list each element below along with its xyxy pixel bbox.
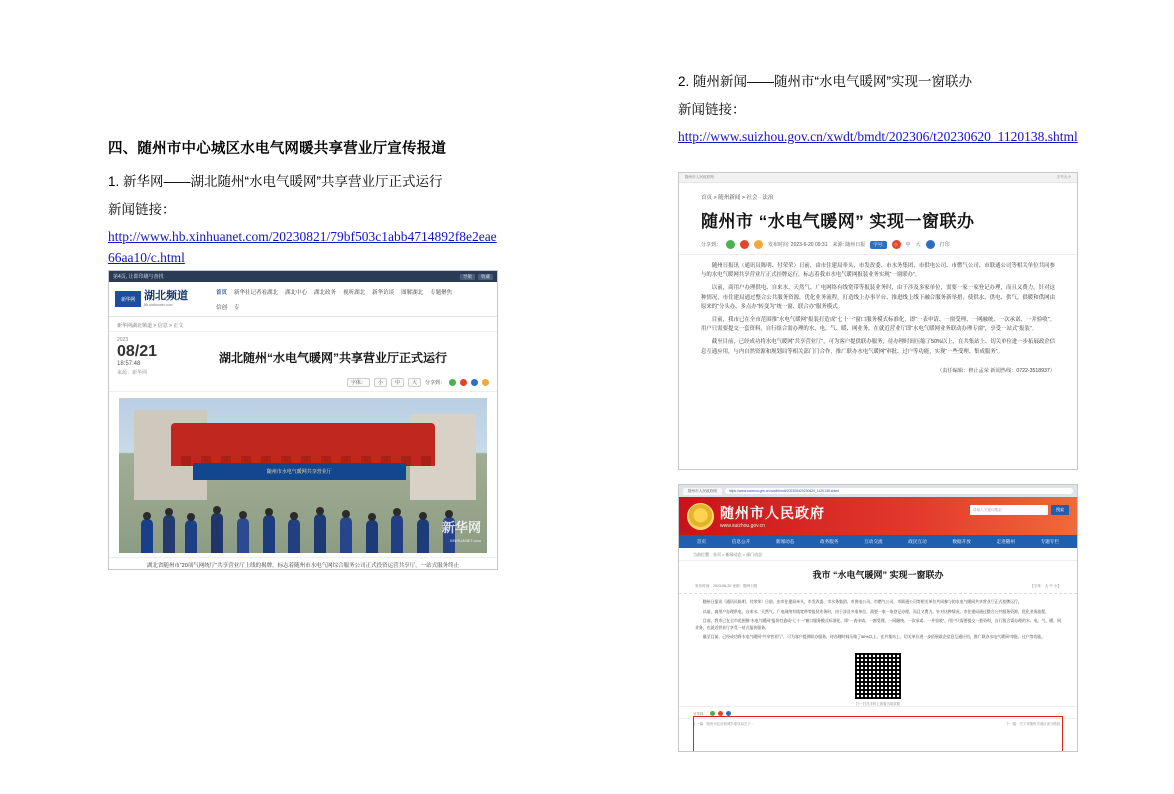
suizhou-topbar (679, 173, 1077, 183)
suizhou-paragraph-4: 截至目前，已经成功将水电气暖网“共享营业厅”，可为客户提供联办服务，待办理时间压缩了50%以上，在共集站上、切关单位进一步拓展政企信息互通应用，与内自然资源和规划局等相关部门门合作，推广联办水电气暖网“审批、过户等功能，实现“一些受理、集成服务”。 (701, 339, 1056, 355)
suizhou-source: 来源: 随州日报 (832, 242, 866, 248)
photo-red-canopy (171, 423, 436, 460)
gov-browser-tab[interactable]: 随州市人民政府网 (683, 488, 722, 495)
xinhua-nav-item-6[interactable]: 图解湖北 (401, 289, 424, 296)
gov-footer-nav (679, 718, 1077, 730)
share-weibo-icon[interactable] (460, 379, 467, 386)
gov-search-button[interactable]: 搜索 (1051, 505, 1069, 515)
xinhua-meta-date: 08/21 (117, 343, 158, 360)
xinhua-chip-fav[interactable]: 收藏 (478, 274, 493, 280)
print-icon[interactable] (926, 240, 935, 249)
gov-article-meta (679, 584, 1077, 594)
gov-breadcrumb: 当前位置：首页 > 新闻动态 > 部门动态 (679, 548, 1077, 561)
xinhua-article-toolbar (109, 376, 497, 392)
suizhou-breadcrumb: 首页 > 随州新闻 > 社会 · 法治 (701, 195, 774, 201)
suizhou-paragraph-1: 随州日报讯（通讯员陈明、付荣荣）日前，由市住建局牵头，市发改委、市水务集团、市供电公司、市燃气公司、市联通公司等相关单位共同参与的水电气暖网共享营业厅正式挂牌运行，标志着我市水电气暖网报装业务实现“一窗联办”。 (701, 263, 1055, 279)
screenshot-xinhuanet (108, 270, 498, 570)
xinhua-article-title: 湖北随州“水电气暖网”共享营业厅正式运行 (218, 351, 447, 365)
xinhua-nav-item-3[interactable]: 湖北政务 (314, 289, 337, 296)
news-item-1-link-label: 新闻链接： (108, 202, 176, 217)
suizhou-signature: （责任编辑：修止孟荣 新闻热线：0722-3518937） (937, 367, 1055, 374)
xinhua-meta-year: 2023 (117, 337, 129, 343)
gov-paragraph-4: 截至目前，已经成功将水电气暖网“共享营业厅”，可为客户提供联办服务，待办理时间压缩了50%以上，在共集站上、切关单位进一步拓展政企信息互通应用，推广联办水电气暖网“审批、过户等功能。 (702, 634, 1046, 640)
gov-paragraph-2: 以前，商用户办理供电、自来水、天然气、广电网络有线宽带等报装业务时，由于涉及多家单位，需要一家一家登记办理，而且又费力。针对这种情况，市住建局通过整合公共服务资源，优化业务流程。 (702, 608, 1050, 614)
xinhua-font-label: 字体： (347, 378, 370, 387)
share-wechat-icon[interactable] (726, 240, 735, 249)
xinhua-chip-nav[interactable]: 导航 (460, 274, 475, 280)
gov-nav-item-7[interactable]: 走进随州 (996, 538, 1015, 544)
xinhua-photo-caption: 湖北省随州市“20项气网统厅”共享营业厅上线的揭牌，标志着随州市水电气网综合服务公司正式投资运营共享厅，一站式服务终止 (109, 557, 497, 570)
gov-footer-prev[interactable]: 上一篇：随州市住房和城乡建设局关于... (693, 721, 754, 726)
right-column (678, 70, 1078, 147)
xinhua-breadcrumb: 新华网湖北频道 > 信息 > 正文 (109, 317, 497, 332)
gov-paragraph-1: 随州日报讯（通讯员陈明、付荣荣）日前，由市住建局牵头，市发改委、市水务集团、市供电公司、市燃气公司、市联通公司等相关单位共同参与的水电气暖网共享营业厅正式挂牌运行。 (702, 599, 1022, 604)
gov-site-domain: www.suizhou.gov.cn (720, 523, 765, 529)
font-size-large[interactable]: 大 (915, 242, 921, 248)
suizhou-share-label: 分享到： (701, 242, 722, 248)
xinhua-watermark-text: 新华网 (441, 520, 481, 535)
gov-share-label: 分享到： (693, 711, 707, 716)
gov-site-title: 随州市人民政府 (720, 505, 825, 521)
xinhua-article-head (109, 332, 497, 376)
xinhuanet-logo: 新华网 (115, 291, 141, 307)
gov-nav-item-2[interactable]: 新闻动态 (775, 538, 795, 544)
left-column (108, 138, 498, 268)
share-more-icon[interactable] (482, 379, 489, 386)
font-size-medium[interactable]: 中 (905, 242, 911, 248)
xinhua-nav-item-2[interactable]: 湖北中心 (285, 289, 308, 296)
share-qq-icon[interactable] (726, 711, 731, 716)
suizhou-publish-time: 发布时间: 2023-6-20 09:31 (768, 242, 828, 248)
gov-site-identity (720, 503, 825, 529)
gov-main-nav (679, 535, 1077, 548)
national-emblem-icon (687, 503, 714, 530)
xinhua-logo-block[interactable] (115, 291, 188, 308)
news-item-2-url[interactable]: http://www.suizhou.gov.cn/xwdt/bmdt/202306/t20230620_1120138.shtml (678, 129, 1078, 144)
xinhua-font-small[interactable]: 小 (374, 378, 387, 387)
gov-nav-item-5[interactable]: 政民互动 (908, 538, 927, 544)
news-item-2-title: 2. 随州新闻——随州市“水电气暖网”实现一窗联办 (678, 74, 973, 89)
section-heading: 四、随州市中心城区水电气网暖共享营业厅宣传报道 (108, 141, 447, 157)
gov-nav-item-0[interactable]: 首页 (696, 538, 707, 544)
suizhou-article-subbar (679, 238, 1077, 255)
share-weibo-icon[interactable] (718, 711, 723, 716)
gov-browser-chrome (679, 485, 1077, 497)
xinhua-meta-time: 18:57:48 (117, 361, 141, 367)
suizhou-article-body (679, 255, 1077, 357)
gov-article-body (679, 594, 1077, 649)
xinhua-share-label: 分享到： (424, 380, 445, 386)
gov-browser-urlbar[interactable]: https://www.suizhou.gov.cn/xwdt/bmdt/202306/t20230620_1120138.shtml (725, 488, 1073, 494)
xinhua-font-large[interactable]: 大 (408, 378, 421, 387)
share-wechat-icon[interactable] (449, 379, 456, 386)
gov-meta-left: 发布时间：2023-06-20 来源：随州日报 (695, 584, 758, 588)
news-item-1-title: 1. 新华网——湖北随州“水电气暖网”共享营业厅正式运行 (108, 174, 443, 189)
xinhua-article-meta (117, 337, 177, 376)
news-item-1-url[interactable]: http://www.hb.xinhuanet.com/20230821/79bf503c1abb4714892f8e2eae66aa10/c.html (108, 229, 497, 265)
xinhua-site-header (109, 282, 497, 317)
suizhou-paragraph-2: 以前，商用户办理供电、自来水、天然气、广电网络有线宽带等报装业务时，由于涉及多家单位，需要一家一家登记办理，而且又费力。针对这种情况，市住建局通过整合公共服务资源，优化业务流程，打造线上办事平台、推进线上线下融合服务新举措，使供水、供电、供气、供暖和供网由原来的“分头办、多点办”转变为“统一窗、联合办”服务模式。 (701, 285, 1055, 310)
share-qzone-icon[interactable] (754, 240, 763, 249)
xinhua-nav-item-7[interactable]: 专题聚焦 (430, 289, 453, 296)
gov-footer-next[interactable]: 下一篇：关于对随州市城区部分路段... (1005, 721, 1063, 726)
xinhua-article-photo (119, 398, 487, 553)
gov-nav-item-4[interactable]: 互动交流 (864, 538, 883, 544)
xinhua-browser-bar-label: 第4页, 让即印刷与查找 (113, 274, 164, 280)
gov-site-header (679, 497, 1077, 535)
xinhua-nav-item-8[interactable]: 信创 (216, 304, 228, 311)
gov-nav-item-8[interactable]: 专题专栏 (1040, 538, 1060, 544)
gov-paragraph-3: 目前，我市已在全市范围推“水电气暖网”报装打造成“七十一”窗口服务模式标准化，即“一表申请、一窗受理、一网融统、一次承诺、一并验收”。用户只需要提交一套资料，自行组合需办理的水、电、气、暖、网业务，在就近营业厅享受一站式报装服务。 (695, 618, 1061, 630)
xinhua-nav-item-1[interactable]: 新华社记者看湖北 (234, 289, 279, 296)
xinhua-watermark (442, 521, 481, 547)
xinhua-nav-item-4[interactable]: 视听湖北 (343, 289, 366, 296)
screenshot-suizhou-article (678, 172, 1078, 470)
gov-nav-item-6[interactable]: 数据开放 (952, 538, 971, 544)
xinhua-nav (216, 288, 466, 311)
xinhua-font-medium[interactable]: 中 (391, 378, 404, 387)
suizhou-topbar-right: 字号大小 (1056, 175, 1071, 179)
xinhua-meta-source: 来源：新华网 (117, 370, 148, 376)
qr-code-icon (855, 653, 901, 699)
qr-caption: 扫一扫在手机上查看当前页面 (855, 701, 901, 706)
xinhua-watermark-sub: XINHUANET.com (449, 538, 481, 543)
xinhua-site-domain: hb.xinhuanet.com (144, 301, 173, 307)
suizhou-font-label: 字号: (870, 241, 886, 249)
gov-search-area (970, 505, 1069, 515)
gov-meta-right[interactable]: 【字体：大 中 小】 (1030, 584, 1061, 588)
share-weibo-icon[interactable] (740, 240, 749, 249)
font-size-small-icon[interactable]: 小 (892, 240, 901, 249)
photo-crowd (119, 488, 487, 553)
suizhou-topbar-left: 随州市人民政府网 (685, 175, 714, 179)
xinhua-browser-bar (109, 271, 497, 282)
suizhou-article-title: 随州市 “水电气暖网” 实现一窗联办 (701, 212, 975, 231)
gov-nav-item-3[interactable]: 政务服务 (820, 538, 839, 544)
gov-article-title: 我市 “水电气暖网” 实现一窗联办 (812, 570, 944, 580)
screenshot-gov-portal (678, 484, 1078, 752)
photo-banner-text: 随州市水电气暖网共享营业厅 (193, 463, 406, 480)
share-qq-icon[interactable] (471, 379, 478, 386)
xinhua-site-name: 湖北频道 (144, 289, 188, 302)
suizhou-print-label[interactable]: 打印 (939, 242, 950, 248)
gov-search-input[interactable]: 请输入关键词搜索 (970, 505, 1048, 515)
xinhua-nav-item-5[interactable]: 新华访谈 (372, 289, 395, 296)
suizhou-paragraph-3: 目前，我市已在全市范围推“水电气暖网”报装打造成“七十一”窗口服务模式标准化，即“一表申请、一窗受理、一网融统、一次承诺、一并验收”。用户只需要提交一套资料，自行组合需办理的水、电、气、暖、网业务，在就近营业厅即“水电气暖网业务联动办理专窗”，享受一站式“报装”。 (701, 317, 1055, 333)
xinhua-nav-item-9[interactable]: 专 (234, 304, 240, 311)
news-item-2-link-label: 新闻链接： (678, 102, 746, 117)
xinhua-browser-bar-chips (460, 274, 493, 280)
gov-footer-share (679, 706, 1077, 718)
gov-nav-item-1[interactable]: 信息公开 (731, 538, 751, 544)
xinhua-nav-item-0[interactable]: 首页 (216, 289, 228, 296)
share-wechat-icon[interactable] (710, 711, 715, 716)
